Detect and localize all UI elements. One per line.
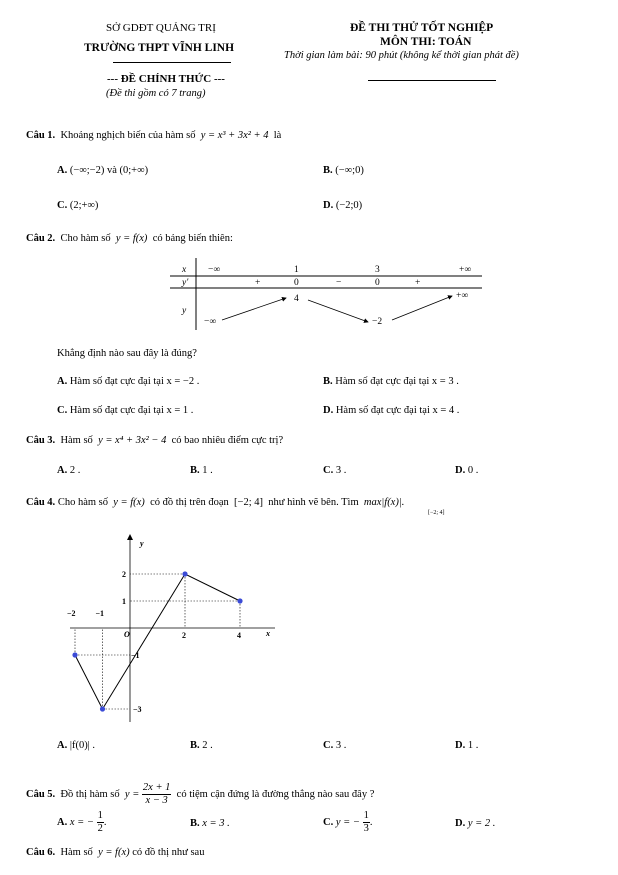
- option-text: Hàm số đạt cực đại tại x = 4 .: [335, 405, 460, 416]
- option-a[interactable]: [57, 810, 106, 835]
- x-value: 1: [294, 265, 299, 275]
- pages-note: (Đề thi gồm có 7 trang): [106, 88, 206, 99]
- x-value: −∞: [208, 265, 221, 275]
- graph-point: [72, 652, 77, 657]
- max-subscript: [−2; 4]: [428, 510, 445, 516]
- x-tick-label: −1: [95, 609, 105, 618]
- question-2-prompt: Khẳng định nào sau đây là đúng?: [57, 348, 197, 359]
- question-suffix: có tiệm cận đứng là đường thẳng nào sau đây ?: [176, 788, 375, 800]
- option-a[interactable]: [57, 465, 80, 476]
- option-post: .: [369, 816, 373, 828]
- option-c[interactable]: [323, 465, 346, 476]
- denominator: x − 3: [145, 795, 168, 806]
- option-c[interactable]: [57, 405, 193, 416]
- formula: y = f(x): [113, 497, 145, 508]
- question-label: Câu 2.: [26, 233, 56, 244]
- option-letter: B.: [190, 465, 200, 476]
- option-text: x = 3 .: [202, 818, 230, 829]
- x-tick-label: −2: [67, 609, 76, 618]
- option-letter: C.: [323, 465, 334, 476]
- option-letter: D.: [323, 405, 334, 416]
- max-expression: max|f(x)|.: [363, 497, 405, 508]
- increase-arrow: [222, 298, 286, 320]
- question-4: [26, 497, 404, 508]
- x-tick-label: 2: [182, 631, 186, 640]
- fraction: [363, 810, 370, 835]
- y-prime-label: y′: [182, 278, 189, 288]
- option-d[interactable]: [455, 818, 495, 829]
- option-text: Hàm số đạt cực đại tại x = 3 .: [335, 376, 459, 387]
- question-suffix: như hình vẽ bên. Tìm: [268, 497, 359, 508]
- formula: y = x³ + 3x² + 4: [200, 130, 269, 141]
- option-text: x = −: [69, 816, 94, 828]
- option-c[interactable]: [323, 810, 372, 835]
- time-note: Thời gian làm bài: 90 phút (không kể thời gian phát đề): [284, 50, 519, 61]
- option-letter: C.: [323, 816, 334, 828]
- y-value: 4: [294, 294, 299, 304]
- option-text: 3 .: [335, 465, 347, 476]
- sign: 0: [375, 278, 380, 288]
- option-text: (−∞;−2) và (0;+∞): [69, 165, 149, 176]
- question-suffix: có đồ thị như sau: [132, 847, 205, 858]
- question-label: Câu 6.: [26, 847, 56, 858]
- variation-table: [170, 258, 490, 330]
- question-suffix: có bao nhiêu điểm cực trị?: [171, 435, 284, 446]
- x-axis-label: x: [266, 629, 270, 638]
- fraction: [142, 782, 172, 807]
- question-text: Hàm số: [60, 435, 93, 446]
- x-label: x: [182, 265, 187, 275]
- official-mark: --- ĐỀ CHÍNH THỨC ---: [107, 73, 225, 85]
- formula-lhs: y =: [124, 788, 140, 800]
- option-text: Hàm số đạt cực đại tại x = 1 .: [69, 405, 194, 416]
- graph-point: [237, 598, 242, 603]
- function-graph: [67, 530, 280, 725]
- origin-label: O: [124, 630, 130, 639]
- option-text: y = 2 .: [467, 818, 496, 829]
- option-letter: C.: [57, 200, 68, 211]
- x-value: +∞: [459, 265, 472, 275]
- option-text: 3 .: [335, 740, 347, 751]
- option-text: (−∞;0): [335, 165, 364, 176]
- option-letter: C.: [323, 740, 334, 751]
- graph-point: [100, 706, 105, 711]
- y-axis-label: y: [140, 539, 144, 548]
- y-tick-label: −3: [133, 705, 142, 714]
- school-name: TRƯỜNG THPT VĨNH LINH: [84, 42, 235, 54]
- option-text: (−2;0): [335, 200, 363, 211]
- numerator: 2x + 1: [142, 782, 171, 793]
- question-mid: có đồ thị trên đoạn: [150, 497, 229, 508]
- increase-arrow: [392, 296, 452, 320]
- y-value: −∞: [204, 317, 217, 327]
- option-b[interactable]: [190, 818, 230, 829]
- question-text: Cho hàm số: [57, 497, 108, 508]
- sign: 0: [294, 278, 299, 288]
- option-letter: A.: [57, 740, 68, 751]
- sign: +: [415, 278, 421, 288]
- denominator: 3: [363, 823, 369, 834]
- y-value: −2: [372, 317, 383, 327]
- option-letter: D.: [323, 200, 334, 211]
- decrease-arrow: [308, 300, 368, 322]
- option-letter: A.: [57, 816, 68, 828]
- option-text: 0 .: [467, 465, 479, 476]
- question-2: [26, 233, 233, 244]
- question-text: Đồ thị hàm số: [60, 788, 120, 800]
- option-c[interactable]: [323, 740, 346, 751]
- question-text: Khoảng nghịch biến của hàm số: [60, 130, 196, 141]
- question-text: Hàm số: [60, 847, 93, 858]
- question-suffix: có bảng biến thiên:: [152, 233, 233, 244]
- formula: y = f(x): [115, 233, 148, 244]
- y-tick-label: 2: [122, 570, 126, 579]
- denominator: 2: [97, 823, 103, 834]
- question-label: Câu 3.: [26, 435, 56, 446]
- option-b[interactable]: [323, 376, 459, 387]
- numerator: 1: [97, 810, 103, 821]
- option-text: Hàm số đạt cực đại tại x = −2 .: [69, 376, 200, 387]
- question-label: Câu 4.: [26, 497, 56, 508]
- option-d[interactable]: [455, 740, 478, 751]
- y-value: +∞: [456, 291, 469, 301]
- option-text: (2;+∞): [69, 200, 99, 211]
- option-text: 1 .: [467, 740, 479, 751]
- header-right-rule: [368, 80, 496, 81]
- option-d[interactable]: [323, 200, 362, 211]
- option-letter: A.: [57, 376, 68, 387]
- option-letter: D.: [455, 465, 466, 476]
- option-text: 2 .: [69, 465, 81, 476]
- question-label: Câu 5.: [26, 788, 56, 800]
- y-tick-label: 1: [122, 597, 126, 606]
- question-5: [26, 782, 374, 807]
- question-6: [26, 847, 204, 858]
- interval: [−2; 4]: [234, 497, 264, 508]
- option-d[interactable]: [323, 405, 459, 416]
- option-letter: D.: [455, 740, 466, 751]
- option-b[interactable]: [323, 165, 364, 176]
- option-letter: D.: [455, 818, 466, 829]
- question-label: Câu 1.: [26, 130, 56, 141]
- option-text: |f(0)| .: [69, 740, 96, 751]
- option-text: y = −: [335, 816, 360, 828]
- option-d[interactable]: [455, 465, 478, 476]
- question-1: [26, 130, 281, 141]
- option-letter: C.: [57, 405, 68, 416]
- option-letter: B.: [190, 740, 200, 751]
- option-post: .: [103, 816, 107, 828]
- option-b[interactable]: [190, 740, 213, 751]
- option-c[interactable]: [57, 200, 98, 211]
- option-letter: A.: [57, 465, 68, 476]
- sign: +: [255, 278, 261, 288]
- option-text: 1 .: [202, 465, 213, 476]
- header-left-rule: [113, 62, 231, 63]
- option-a[interactable]: [57, 376, 199, 387]
- y-axis-arrow: [127, 534, 133, 540]
- question-3: [26, 435, 283, 446]
- option-text: 2 .: [202, 740, 213, 751]
- sign: −: [336, 278, 342, 288]
- formula: y = x⁴ + 3x² − 4: [98, 435, 167, 446]
- exam-subject: MÔN THI: TOÁN: [380, 36, 472, 48]
- option-a[interactable]: [57, 740, 95, 751]
- exam-title: ĐỀ THI THỬ TỐT NGHIỆP: [350, 22, 494, 34]
- school-dept: SỞ GDĐT QUẢNG TRỊ: [106, 22, 216, 34]
- graph-point: [182, 571, 187, 576]
- graph-curve: [75, 574, 240, 709]
- question-suffix: là: [273, 130, 282, 141]
- x-value: 3: [375, 265, 380, 275]
- option-letter: A.: [57, 165, 68, 176]
- option-letter: B.: [323, 165, 333, 176]
- y-tick-label: −1: [131, 651, 140, 660]
- numerator: 1: [363, 810, 369, 821]
- question-text: Cho hàm số: [60, 233, 111, 244]
- option-letter: B.: [323, 376, 333, 387]
- option-letter: B.: [190, 818, 200, 829]
- option-b[interactable]: [190, 465, 213, 476]
- y-label: y: [182, 306, 187, 316]
- fraction: [97, 810, 104, 835]
- option-a[interactable]: [57, 165, 148, 176]
- x-tick-label: 4: [237, 631, 241, 640]
- formula: y = f(x): [98, 847, 130, 858]
